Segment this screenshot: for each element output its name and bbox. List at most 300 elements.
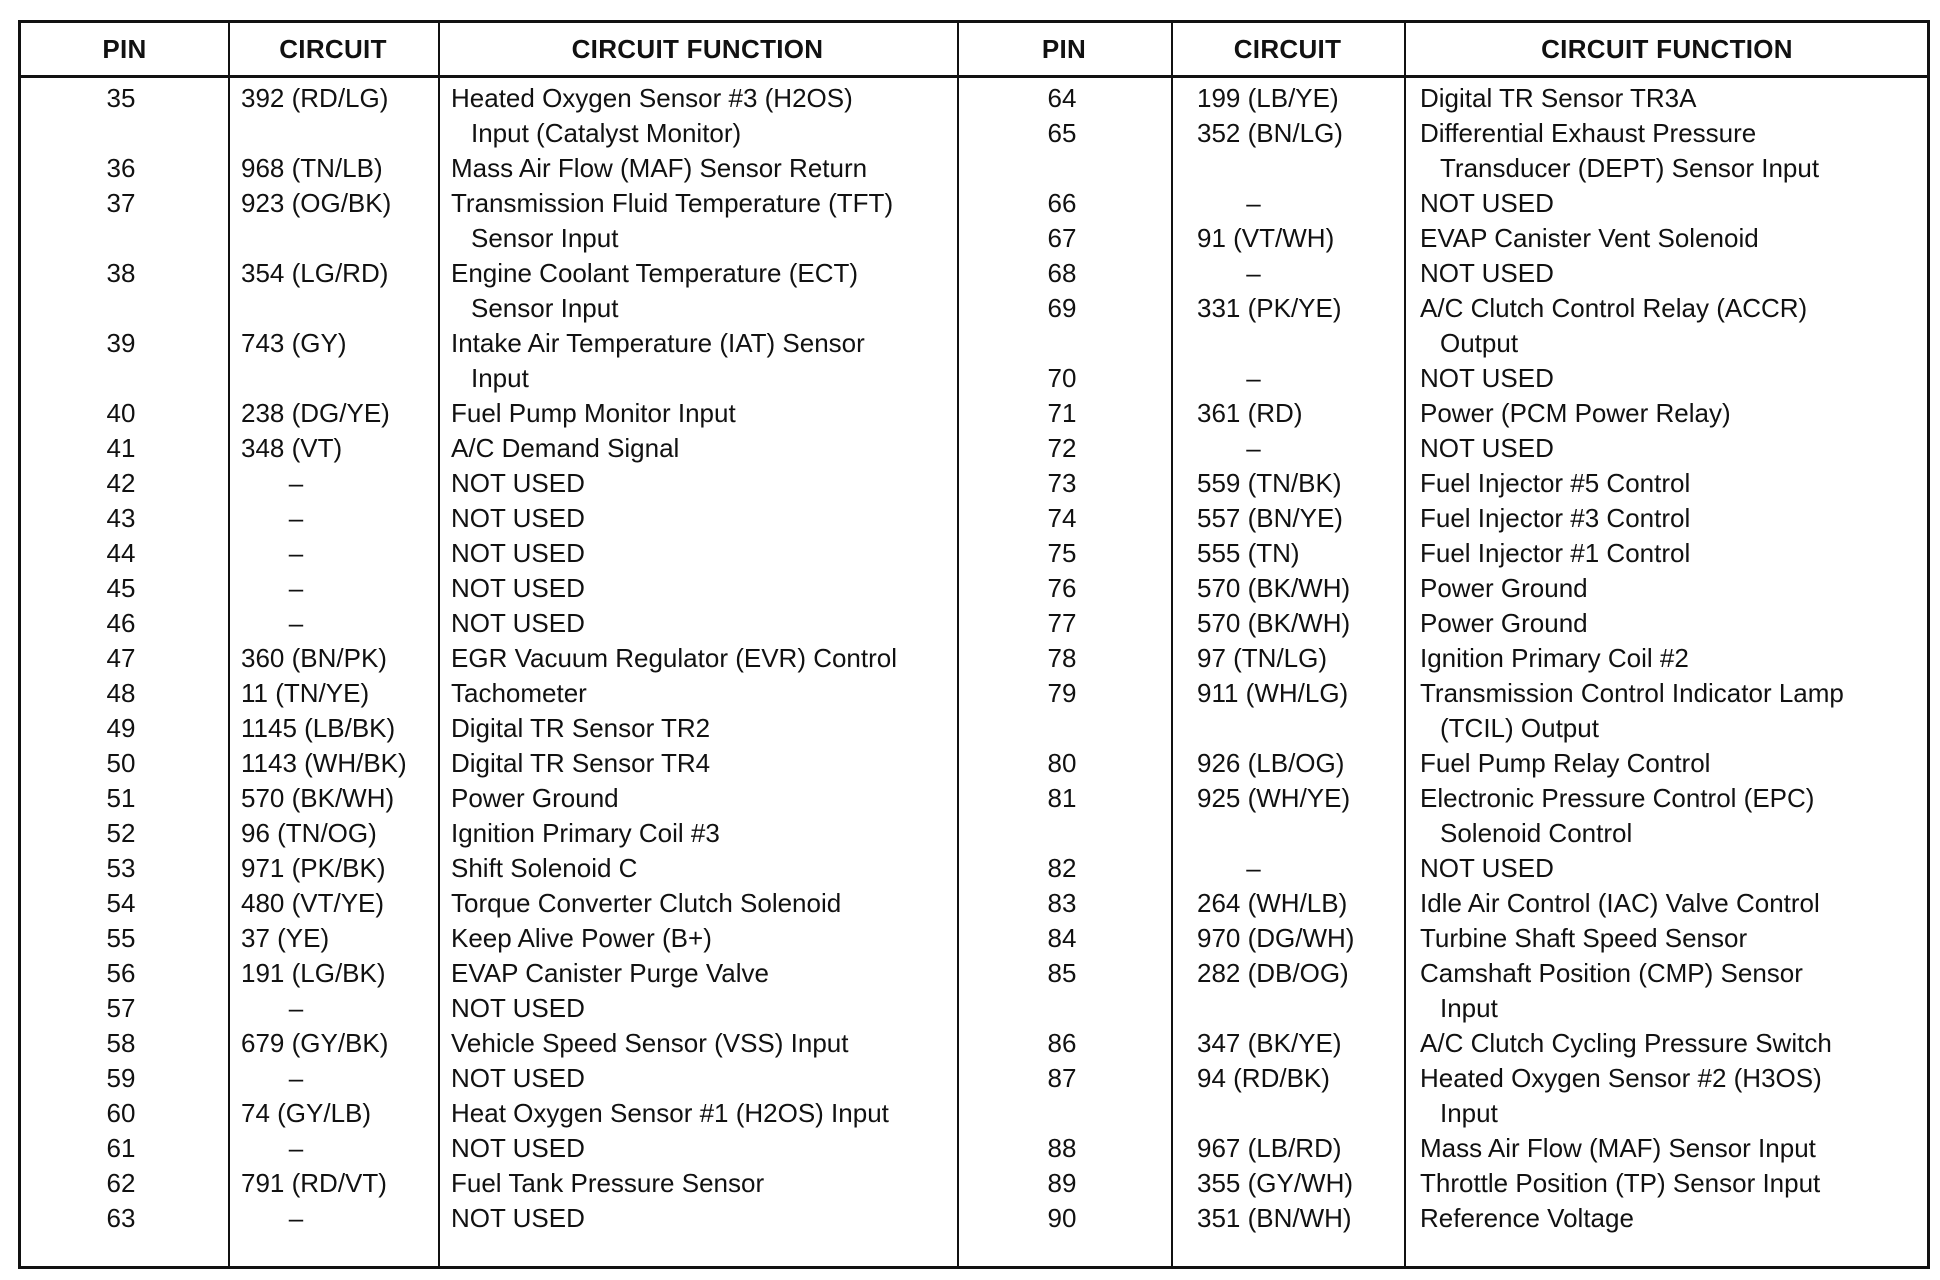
table-row [21, 886, 941, 921]
circuit-function [1400, 81, 1920, 116]
function-text-continued: (TCIL) Output [1440, 713, 1599, 743]
function-text: A/C Clutch Cycling Pressure Switch [1420, 1028, 1832, 1058]
circuit-function [1400, 746, 1920, 781]
table-row [21, 1201, 941, 1236]
circuit-code: 264 (WH/LB) [1197, 888, 1348, 918]
table-row [957, 81, 1920, 116]
circuit-function [431, 921, 941, 956]
pin-number: 54 [106, 888, 136, 918]
pin-number: 41 [106, 433, 136, 463]
pin-number: 47 [106, 643, 136, 673]
circuit-function [431, 326, 941, 396]
function-text: Heated Oxygen Sensor #3 (H2OS) [451, 83, 853, 113]
pin-number: 69 [1047, 293, 1077, 323]
table-row [21, 851, 941, 886]
circuit-function [1400, 291, 1920, 361]
circuit-function [1340, 431, 1920, 466]
table-row [21, 326, 941, 396]
circuit-code: 355 (GY/WH) [1197, 1168, 1354, 1198]
table-row [21, 501, 941, 536]
function-text: Throttle Position (TP) Sensor Input [1420, 1168, 1821, 1198]
function-text-continued: Sensor Input [471, 223, 619, 253]
pin-number: 45 [106, 573, 136, 603]
pin-number: 73 [1047, 468, 1077, 498]
circuit-function [431, 886, 941, 921]
circuit-function [431, 186, 941, 256]
function-text: NOT USED [451, 1063, 585, 1093]
function-text-continued: Input (Catalyst Monitor) [471, 118, 742, 148]
circuit-code: – [288, 993, 304, 1023]
pin-number: 76 [1047, 573, 1077, 603]
circuit-function [371, 606, 941, 641]
circuit-code: 971 (PK/BK) [241, 853, 386, 883]
circuit-code: 96 (TN/OG) [241, 818, 377, 848]
table-row [21, 956, 941, 991]
pin-number: 84 [1047, 923, 1077, 953]
table-row [957, 956, 1920, 1026]
pin-number: 35 [106, 83, 136, 113]
function-text: Power (PCM Power Relay) [1420, 398, 1731, 428]
circuit-code: 282 (DB/OG) [1197, 958, 1349, 988]
circuit-code: 911 (WH/LG) [1197, 678, 1349, 708]
table-row [957, 1026, 1920, 1061]
circuit-code: – [1246, 433, 1261, 463]
pin-number: 75 [1047, 538, 1077, 568]
circuit-function [1340, 186, 1920, 221]
circuit-function [431, 396, 941, 431]
table-row [21, 151, 941, 186]
function-text-continued: Input [471, 363, 529, 393]
circuit-code: 199 (LB/YE) [1197, 83, 1339, 113]
circuit-function [371, 501, 941, 536]
circuit-code: – [1246, 188, 1261, 218]
pin-number: 38 [106, 258, 136, 288]
table-row [957, 606, 1920, 641]
pin-number: 59 [106, 1063, 136, 1093]
function-text: Power Ground [1420, 608, 1588, 638]
circuit-code: 94 (RD/BK) [1197, 1063, 1330, 1093]
table-row [21, 816, 941, 851]
function-text: Engine Coolant Temperature (ECT) [451, 258, 859, 288]
circuit-function [431, 151, 941, 186]
function-text: NOT USED [451, 1203, 585, 1233]
table-row [21, 1061, 941, 1096]
table-row [21, 1026, 941, 1061]
circuit-function [371, 1061, 941, 1096]
pin-number: 55 [106, 923, 136, 953]
pin-number: 60 [106, 1098, 136, 1128]
circuit-code: 37 (YE) [241, 923, 330, 953]
pin-number: 40 [106, 398, 136, 428]
table-row [21, 1096, 941, 1131]
circuit-code: 97 (TN/LG) [1197, 643, 1328, 673]
table-row [21, 431, 941, 466]
circuit-code: – [288, 1063, 304, 1093]
header-function-left: CIRCUIT FUNCTION [571, 34, 824, 64]
circuit-code: 570 (BK/WH) [1197, 608, 1351, 638]
function-text: NOT USED [451, 503, 585, 533]
pin-number: 78 [1047, 643, 1077, 673]
circuit-code: 743 (GY) [241, 328, 347, 358]
function-text-continued: Input [1440, 1098, 1498, 1128]
circuit-function [431, 781, 941, 816]
function-text: A/C Clutch Control Relay (ACCR) [1420, 293, 1808, 323]
function-text: Intake Air Temperature (IAT) Sensor [451, 328, 865, 358]
table-row [957, 641, 1920, 676]
pin-number: 82 [1047, 853, 1077, 883]
header-pin-right: PIN [1041, 34, 1087, 64]
pin-number: 44 [106, 538, 136, 568]
table-row [21, 186, 941, 256]
table-row [21, 466, 941, 501]
pin-number: 86 [1047, 1028, 1077, 1058]
function-text-continued: Transducer (DEPT) Sensor Input [1440, 153, 1820, 183]
function-text: Fuel Tank Pressure Sensor [451, 1168, 765, 1198]
right-pin-list [957, 81, 1920, 1236]
table-row [957, 746, 1920, 781]
table-row [957, 116, 1920, 186]
function-text: Ignition Primary Coil #2 [1420, 643, 1689, 673]
circuit-code: 925 (WH/YE) [1197, 783, 1351, 813]
circuit-function [1400, 1166, 1920, 1201]
circuit-code: 11 (TN/YE) [241, 678, 370, 708]
circuit-code: – [1246, 363, 1261, 393]
circuit-function [371, 571, 941, 606]
pin-number: 72 [1047, 433, 1077, 463]
circuit-code: 480 (VT/YE) [241, 888, 385, 918]
table-row [21, 256, 941, 326]
table-row [21, 676, 941, 711]
pin-number: 89 [1047, 1168, 1077, 1198]
table-row [957, 676, 1920, 746]
left-pin-list [21, 81, 941, 1236]
pin-number: 39 [106, 328, 136, 358]
circuit-code: 970 (DG/WH) [1197, 923, 1355, 953]
function-text: NOT USED [1420, 363, 1554, 393]
pin-number: 77 [1047, 608, 1077, 638]
pin-number: 56 [106, 958, 136, 988]
function-text: NOT USED [451, 1133, 585, 1163]
circuit-function [1400, 781, 1920, 851]
header-rule [21, 75, 1927, 78]
function-text-continued: Input [1440, 993, 1498, 1023]
pin-number: 43 [106, 503, 136, 533]
pin-number: 71 [1047, 398, 1077, 428]
function-text: Fuel Pump Monitor Input [451, 398, 736, 428]
circuit-function [1340, 256, 1920, 291]
pin-number: 37 [106, 188, 136, 218]
circuit-function [1400, 1131, 1920, 1166]
table-row [21, 571, 941, 606]
circuit-code: – [1246, 258, 1261, 288]
circuit-code: 1143 (WH/BK) [241, 748, 407, 778]
pin-number: 62 [106, 1168, 136, 1198]
table-row [957, 291, 1920, 361]
pin-number: 65 [1047, 118, 1077, 148]
function-text: Fuel Injector #5 Control [1420, 468, 1691, 498]
table-row [21, 536, 941, 571]
function-text: NOT USED [1420, 188, 1554, 218]
table-row [957, 466, 1920, 501]
pin-number: 63 [106, 1203, 136, 1233]
function-text: Fuel Injector #3 Control [1420, 503, 1691, 533]
circuit-function [371, 1131, 941, 1166]
circuit-function [1400, 466, 1920, 501]
circuit-function [1340, 851, 1920, 886]
circuit-function [431, 676, 941, 711]
circuit-code: 74 (GY/LB) [241, 1098, 372, 1128]
function-text: NOT USED [451, 468, 585, 498]
table-row [957, 1131, 1920, 1166]
pin-number: 36 [106, 153, 136, 183]
circuit-function [431, 256, 941, 326]
pin-number: 74 [1047, 503, 1077, 533]
circuit-function [431, 1166, 941, 1201]
function-text: NOT USED [451, 608, 585, 638]
pin-table [18, 20, 1930, 1269]
table-row [21, 781, 941, 816]
circuit-code: 392 (RD/LG) [241, 83, 389, 113]
function-text: Vehicle Speed Sensor (VSS) Input [451, 1028, 849, 1058]
circuit-code: 791 (RD/VT) [241, 1168, 387, 1198]
function-text: Tachometer [451, 678, 587, 708]
circuit-code: 570 (BK/WH) [241, 783, 395, 813]
function-text: Torque Converter Clutch Solenoid [451, 888, 842, 918]
circuit-code: – [288, 1203, 304, 1233]
pin-number: 64 [1047, 83, 1077, 113]
circuit-code: 354 (LG/RD) [241, 258, 389, 288]
function-text: Digital TR Sensor TR2 [451, 713, 711, 743]
table-row [957, 1166, 1920, 1201]
header-pin-left: PIN [102, 34, 147, 64]
circuit-function [371, 466, 941, 501]
circuit-code: 1145 (LB/BK) [241, 713, 396, 743]
circuit-code: 238 (DG/YE) [241, 398, 390, 428]
circuit-code: – [288, 468, 304, 498]
circuit-function [431, 851, 941, 886]
circuit-function [1400, 886, 1920, 921]
pin-number: 51 [106, 783, 136, 813]
circuit-code: 360 (BN/PK) [241, 643, 387, 673]
pin-number: 61 [106, 1133, 136, 1163]
circuit-function [371, 1201, 941, 1236]
circuit-function [1400, 606, 1920, 641]
circuit-code: – [1246, 853, 1261, 883]
pin-number: 46 [106, 608, 136, 638]
pin-number: 58 [106, 1028, 136, 1058]
header-circuit-left: CIRCUIT [279, 34, 387, 64]
circuit-code: – [288, 573, 304, 603]
circuit-function [431, 1026, 941, 1061]
table-row [957, 221, 1920, 256]
circuit-function [1340, 361, 1920, 396]
circuit-code: 570 (BK/WH) [1197, 573, 1351, 603]
function-text: Power Ground [451, 783, 619, 813]
circuit-function [1400, 676, 1920, 746]
pin-number: 85 [1047, 958, 1077, 988]
circuit-code: 351 (BN/WH) [1197, 1203, 1352, 1233]
function-text: Idle Air Control (IAC) Valve Control [1420, 888, 1820, 918]
function-text: Camshaft Position (CMP) Sensor [1420, 958, 1803, 988]
table-row [21, 606, 941, 641]
table-row [957, 1201, 1920, 1236]
circuit-function [1400, 571, 1920, 606]
circuit-code: – [288, 538, 304, 568]
circuit-function [431, 956, 941, 991]
circuit-code: 91 (VT/WH) [1197, 223, 1335, 253]
table-row [21, 1131, 941, 1166]
table-row [957, 536, 1920, 571]
pin-number: 68 [1047, 258, 1077, 288]
table-row [957, 396, 1920, 431]
function-text: Power Ground [1420, 573, 1588, 603]
circuit-code: 968 (TN/LB) [241, 153, 383, 183]
table-row [957, 851, 1920, 886]
circuit-function [1400, 1201, 1920, 1236]
pin-number: 88 [1047, 1133, 1077, 1163]
circuit-function [431, 81, 941, 151]
pin-number: 53 [106, 853, 136, 883]
header-function-right: CIRCUIT FUNCTION [1541, 34, 1793, 64]
header-circuit-right: CIRCUIT [1233, 34, 1342, 64]
table-row [957, 431, 1920, 466]
circuit-code: 191 (LG/BK) [241, 958, 386, 988]
pin-number: 90 [1047, 1203, 1077, 1233]
circuit-function [431, 431, 941, 466]
circuit-code: 361 (RD) [1197, 398, 1303, 428]
function-text: Electronic Pressure Control (EPC) [1420, 783, 1815, 813]
function-text-continued: Solenoid Control [1440, 818, 1633, 848]
circuit-function [431, 711, 941, 746]
circuit-code: 348 (VT) [241, 433, 343, 463]
table-row [21, 711, 941, 746]
table-row [957, 886, 1920, 921]
function-text: NOT USED [451, 573, 585, 603]
circuit-function [431, 1096, 941, 1131]
table-row [21, 921, 941, 956]
function-text: Reference Voltage [1420, 1203, 1634, 1233]
table-row [957, 501, 1920, 536]
circuit-code: – [288, 608, 304, 638]
function-text: Mass Air Flow (MAF) Sensor Input [1420, 1133, 1816, 1163]
circuit-code: 967 (LB/RD) [1197, 1133, 1342, 1163]
table-row [21, 641, 941, 676]
pin-number: 81 [1047, 783, 1077, 813]
pin-number: 87 [1047, 1063, 1077, 1093]
function-text: Fuel Pump Relay Control [1420, 748, 1711, 778]
circuit-code: – [288, 503, 304, 533]
circuit-function [1400, 501, 1920, 536]
circuit-function [1400, 1026, 1920, 1061]
pin-number: 79 [1047, 678, 1077, 708]
function-text: Digital TR Sensor TR3A [1420, 83, 1697, 113]
pin-number: 57 [106, 993, 136, 1023]
function-text: NOT USED [451, 538, 585, 568]
circuit-code: 331 (PK/YE) [1197, 293, 1342, 323]
function-text: Keep Alive Power (B+) [451, 923, 712, 953]
function-text: Transmission Control Indicator Lamp [1420, 678, 1844, 708]
table-row [957, 361, 1920, 396]
pin-number: 66 [1047, 188, 1077, 218]
circuit-function [371, 991, 941, 1026]
circuit-function [1400, 1061, 1920, 1131]
circuit-code: 555 (TN) [1197, 538, 1300, 568]
circuit-code: 347 (BK/YE) [1197, 1028, 1342, 1058]
circuit-function [1400, 956, 1920, 1026]
pin-number: 48 [106, 678, 136, 708]
table-row [21, 396, 941, 431]
function-text: NOT USED [451, 993, 585, 1023]
function-text: Ignition Primary Coil #3 [451, 818, 720, 848]
table-row [21, 1166, 941, 1201]
function-text: EGR Vacuum Regulator (EVR) Control [451, 643, 898, 673]
function-text: Fuel Injector #1 Control [1420, 538, 1691, 568]
pin-number: 42 [106, 468, 136, 498]
circuit-function [371, 536, 941, 571]
pin-number: 83 [1047, 888, 1077, 918]
circuit-function [431, 746, 941, 781]
circuit-function [1400, 396, 1920, 431]
circuit-function [431, 641, 941, 676]
pin-number: 80 [1047, 748, 1077, 778]
circuit-function [431, 816, 941, 851]
pin-number: 49 [106, 713, 136, 743]
pin-number: 52 [106, 818, 136, 848]
function-text-continued: Sensor Input [471, 293, 619, 323]
circuit-code: 926 (LB/OG) [1197, 748, 1345, 778]
pin-number: 50 [106, 748, 136, 778]
table-row [957, 186, 1920, 221]
function-text: Turbine Shaft Speed Sensor [1420, 923, 1748, 953]
table-row [21, 81, 941, 151]
function-text: Heated Oxygen Sensor #2 (H3OS) [1420, 1063, 1822, 1093]
function-text: Transmission Fluid Temperature (TFT) [451, 188, 894, 218]
table-row [957, 1061, 1920, 1131]
circuit-code: – [288, 1133, 304, 1163]
table-row [957, 921, 1920, 956]
function-text: Heat Oxygen Sensor #1 (H2OS) Input [451, 1098, 889, 1128]
circuit-code: 352 (BN/LG) [1197, 118, 1343, 148]
function-text-continued: Output [1440, 328, 1519, 358]
table-row [957, 571, 1920, 606]
table-row [957, 256, 1920, 291]
function-text: Differential Exhaust Pressure [1420, 118, 1757, 148]
function-text: NOT USED [1420, 433, 1554, 463]
circuit-function [1400, 221, 1920, 256]
circuit-code: 559 (TN/BK) [1197, 468, 1342, 498]
table-row [21, 991, 941, 1026]
function-text: NOT USED [1420, 258, 1554, 288]
table-row [21, 746, 941, 781]
circuit-code: 923 (OG/BK) [241, 188, 392, 218]
circuit-code: 557 (BN/YE) [1197, 503, 1343, 533]
function-text: Shift Solenoid C [451, 853, 638, 883]
circuit-function [1400, 641, 1920, 676]
function-text: A/C Demand Signal [451, 433, 680, 463]
circuit-code: 679 (GY/BK) [241, 1028, 389, 1058]
function-text: EVAP Canister Vent Solenoid [1420, 223, 1759, 253]
circuit-function [1400, 536, 1920, 571]
function-text: Digital TR Sensor TR4 [451, 748, 711, 778]
function-text: NOT USED [1420, 853, 1554, 883]
circuit-function [1400, 116, 1920, 186]
function-text: EVAP Canister Purge Valve [451, 958, 769, 988]
circuit-function [1400, 921, 1920, 956]
function-text: Mass Air Flow (MAF) Sensor Return [451, 153, 868, 183]
pin-number: 67 [1047, 223, 1077, 253]
table-row [957, 781, 1920, 851]
pin-number: 70 [1047, 363, 1077, 393]
